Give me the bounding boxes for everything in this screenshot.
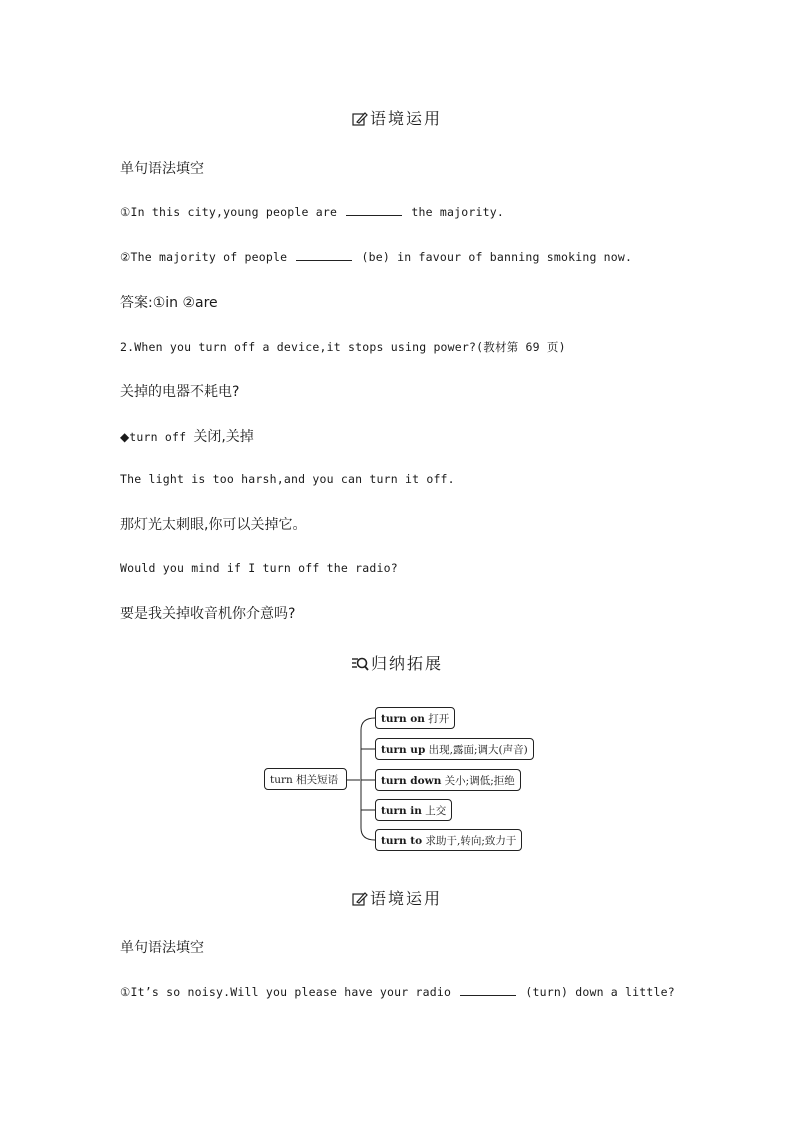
pencil-note-icon	[352, 891, 368, 907]
section-heading-context-use-2: 语境运用	[0, 886, 794, 909]
section-heading-context-use: 语境运用	[0, 106, 794, 129]
answer-blank[interactable]	[296, 250, 352, 261]
mind-map-branch: turn up 出现,露面;调大(声音)	[375, 738, 534, 760]
answer-line: 答案:①in ②are	[120, 295, 218, 311]
diamond-bullet-icon: ◆	[120, 430, 130, 444]
mind-map-branch: turn on 打开	[375, 707, 455, 729]
phrase-definition: ◆turn off 关闭,关掉	[120, 429, 254, 445]
example-2-cn: 要是我关掉收音机你介意吗?	[120, 606, 296, 622]
mind-map-branch: turn in 上交	[375, 799, 452, 821]
magnifier-list-icon	[351, 656, 369, 672]
question-3: ①It’s so noisy.Will you please have your radio (turn) down a little?	[120, 985, 675, 999]
mind-map-center: turn 相关短语	[264, 768, 347, 790]
example-1-en: The light is too harsh,and you can turn it off.	[120, 472, 455, 486]
question-1: ①In this city,young people are the majority.	[120, 205, 504, 219]
answer-blank[interactable]	[460, 985, 516, 996]
item-2-translation: 关掉的电器不耗电?	[120, 384, 240, 400]
subheading-fill-blank-2: 单句语法填空	[120, 940, 204, 956]
subheading-fill-blank: 单句语法填空	[120, 161, 204, 177]
item-2-title: 2.When you turn off a device,it stops using power?(教材第 69 页)	[120, 340, 566, 354]
pencil-note-icon	[352, 111, 368, 127]
mind-map-branch: turn down 关小;调低;拒绝	[375, 769, 521, 791]
example-2-en: Would you mind if I turn off the radio?	[120, 561, 398, 575]
section-heading-summary: 归纳拓展	[0, 651, 794, 674]
mind-map-branch: turn to 求助于,转向;致力于	[375, 829, 522, 851]
question-2: ②The majority of people (be) in favour of banning smoking now.	[120, 250, 633, 264]
answer-blank[interactable]	[346, 205, 402, 216]
example-1-cn: 那灯光太刺眼,你可以关掉它。	[120, 517, 307, 533]
